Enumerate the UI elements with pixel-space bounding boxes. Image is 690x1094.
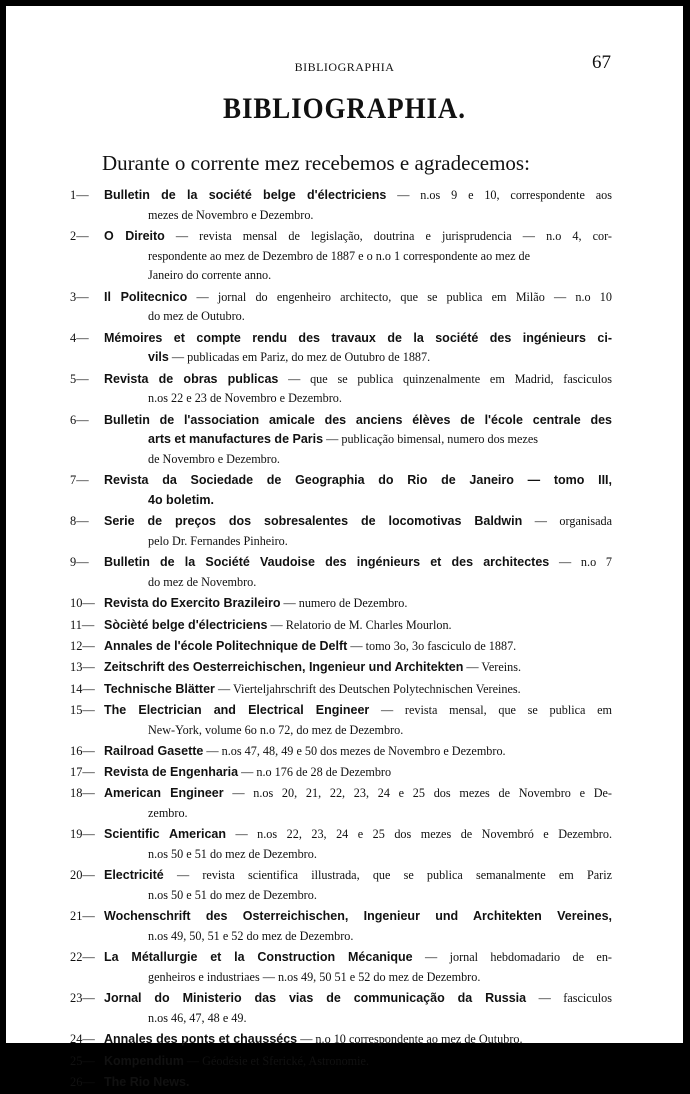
bibliography-entry <box>70 825 612 864</box>
entry-number: 25— <box>70 1053 95 1068</box>
bibliography-entry <box>70 411 612 470</box>
entry-number: 12— <box>70 639 95 653</box>
entry-first-line <box>104 784 612 804</box>
entry-first-line <box>104 701 612 721</box>
entry-description: — jornal hebdomadario de en- <box>412 950 612 965</box>
entry-first-line <box>104 370 612 390</box>
entry-description: — n.os 9 e 10, correspondente aos <box>386 188 612 202</box>
entry-first-line <box>104 1030 612 1050</box>
entry-description: — n.os 20, 21, 22, 23, 24 e 25 dos mezes de Novembro e De- <box>223 786 612 801</box>
entry-number: 6— <box>70 412 89 427</box>
entry-first-line <box>104 866 612 886</box>
entry-first-line <box>104 288 612 308</box>
entry-number: 11— <box>70 617 95 632</box>
entry-continuation: genheiros e industriaes — n.os 49, 50 51 e 52 do mez de Dezembro. <box>148 970 481 985</box>
bibliography-entry <box>70 680 612 700</box>
entry-number: 19— <box>70 827 95 842</box>
entry-title: Technische Blätter <box>104 681 215 696</box>
entry-title-continuation: vils <box>148 350 169 365</box>
entry-description: — revista mensal de legislação, doutrina e jurisprudencia — n.o 4, cor- <box>164 229 612 243</box>
entry-title: Jornal do Ministerio das vias de communicação da Russia <box>104 991 527 1006</box>
entry-first-line <box>104 411 612 431</box>
entry-first-line <box>104 1052 612 1072</box>
entry-title: Serie de preços dos sobresalentes de locomotivas Baldwin <box>104 514 523 529</box>
entry-title: Kompendium <box>104 1053 184 1068</box>
entry-title: The Electrician and Electrical Engineer <box>104 702 370 717</box>
entry-continuation: n.os 50 e 51 do mez de Dezembro. <box>148 888 317 903</box>
entry-title: Wochenschrift des Osterreichischen, Ingenieur und Architekten Vereines, <box>104 909 612 924</box>
entry-title: Scientific American <box>104 827 226 842</box>
bibliography-entry <box>70 907 612 946</box>
section-title: BIBLIOGRAPHIA. <box>223 92 466 125</box>
entry-description: — n.os 22, 23, 24 e 25 dos mezes de Novembró e Dezembro. <box>226 827 612 842</box>
entry-description: — n.o 7 <box>549 555 613 570</box>
entry-first-line <box>104 471 612 491</box>
entry-title: American Engineer <box>104 786 224 801</box>
bibliography-entry <box>70 186 612 225</box>
intro-line: Durante o corrente mez recebemos e agradecemos: <box>102 151 530 175</box>
entry-title-continuation: arts et manufactures de Paris <box>148 432 324 447</box>
entry-number: 8— <box>70 514 89 529</box>
bibliography-entry <box>70 370 612 409</box>
entry-continuation: n.os 22 e 23 de Novembro e Dezembro. <box>148 391 342 406</box>
entry-title: Il Politecnico <box>104 289 188 304</box>
entry-first-line <box>104 825 612 845</box>
entry-description: — publicação bimensal, numero dos mezes <box>323 432 538 447</box>
entry-first-line <box>104 907 612 927</box>
bibliography-entry <box>70 701 612 740</box>
entry-description: — fasciculos <box>526 991 613 1006</box>
entry-description: — jornal do engenheiro architecto, que se publica em Milão — n.o 10 <box>187 289 612 304</box>
entry-first-line <box>104 658 612 678</box>
entry-description: — n.os 47, 48, 49 e 50 dos mezes de Novembro e Dezembro. <box>203 743 506 758</box>
entry-number: 9— <box>70 555 89 570</box>
entry-number: 26— <box>70 1075 95 1090</box>
bibliography-entry <box>70 1052 612 1072</box>
running-header: BIBLIOGRAPHIA <box>294 60 395 74</box>
bibliography-entry <box>70 637 612 657</box>
bibliography-entry <box>70 594 612 614</box>
entry-first-line <box>104 329 612 349</box>
bibliography-entry <box>70 742 612 762</box>
entry-title: Electricité <box>104 868 164 883</box>
entry-continuation <box>104 491 612 511</box>
entry-description: — n.o 176 de 28 de Dezembro <box>238 765 392 780</box>
entry-description: — numero de Dezembro. <box>280 596 408 611</box>
entry-description: — revista mensal, que se publica em <box>369 702 613 717</box>
entry-first-line <box>104 186 612 206</box>
bibliography-entry <box>70 1073 612 1093</box>
bibliography-entry <box>70 784 612 823</box>
entry-number: 1— <box>70 188 89 202</box>
entry-continuation: n.os 50 e 51 do mez de Dezembro. <box>148 847 317 862</box>
entry-title: O Direito <box>104 229 165 243</box>
entry-number: 4— <box>70 330 89 345</box>
entry-continuation: New-York, volume 6o n.o 72, do mez de Dezembro. <box>148 722 404 737</box>
entry-number: 15— <box>70 702 95 717</box>
bibliography-entry <box>70 989 612 1028</box>
bibliography-entry <box>70 948 612 987</box>
entry-number: 23— <box>70 991 95 1006</box>
document-page <box>6 6 683 1090</box>
bibliography-entry <box>70 1030 612 1050</box>
entry-number: 21— <box>70 909 95 924</box>
entry-continuation: n.os 46, 47, 48 e 49. <box>148 1011 247 1026</box>
entry-description: — Géodésie et Sferické, Astronomie. <box>183 1053 369 1068</box>
entry-title: Revista da Sociedade de Geographia do Rio de Janeiro — tomo III, <box>104 473 612 488</box>
bibliography-entry <box>70 288 612 327</box>
entry-description: — n.o 10 correspondente ao mez de Outubro. <box>297 1032 523 1047</box>
entry-first-line <box>104 742 612 762</box>
entry-description: — revista scientifica illustrada, que se publica semanalmente em Pariz <box>163 868 612 883</box>
entry-title: Revista de Engenharia <box>104 765 239 780</box>
entry-continuation: mezes de Novembro e Dezembro. <box>148 207 314 222</box>
entry-continuation: n.os 49, 50, 51 e 52 do mez de Dezembro. <box>148 929 354 944</box>
entry-continuation <box>104 430 612 450</box>
bibliography-entry <box>70 227 612 286</box>
entry-description: — tomo 3o, 3o fasciculo de 1887. <box>347 639 517 653</box>
entry-first-line <box>104 512 612 532</box>
bibliography-entry <box>70 866 612 905</box>
entry-first-line <box>104 680 612 700</box>
entry-number: 16— <box>70 743 95 758</box>
entry-first-line <box>104 1073 612 1093</box>
entry-title: Bulletin de l'association amicale des anciens élèves de l'école centrale des <box>104 412 612 427</box>
entry-title: Zeitschrift des Oesterreichischen, Ingenieur und Architekten <box>104 660 464 675</box>
entry-title: Bulletin de la Société Vaudoise des ingénieurs et des architectes <box>104 555 550 570</box>
entry-title: The Rio News. <box>104 1075 190 1090</box>
entry-first-line <box>104 989 612 1009</box>
entry-title: Annales de l'école Politechnique de Delft <box>104 639 348 653</box>
entry-continuation: Janeiro do corrente anno. <box>148 268 272 283</box>
entry-title-continuation: 4o boletim. <box>148 493 214 508</box>
entry-number: 7— <box>70 473 89 488</box>
bibliography-entry <box>70 329 612 368</box>
bibliography-entry <box>70 658 612 678</box>
entry-first-line <box>104 948 612 968</box>
entry-description: — Vereins. <box>463 660 522 675</box>
entry-description: — organisada <box>522 514 612 529</box>
entry-first-line <box>104 616 612 636</box>
entry-continuation: zembro. <box>148 806 188 821</box>
entry-title: Revista do Exercito Brazileiro <box>104 596 281 611</box>
entry-description: — Vierteljahrschrift des Deutschen Polytechnischen Vereines. <box>214 681 521 696</box>
entry-title: Revista de obras publicas <box>104 371 279 386</box>
entry-continuation: do mez de Novembro. <box>148 575 257 590</box>
entry-title: Bulletin de la société belge d'électriciens <box>104 188 387 202</box>
entry-number: 3— <box>70 289 89 304</box>
entry-number: 24— <box>70 1032 95 1047</box>
entry-number: 20— <box>70 868 95 883</box>
entry-continuation <box>104 348 612 368</box>
entry-title: Mémoires et compte rendu des travaux de la société des ingénieurs ci- <box>104 330 612 345</box>
entry-first-line <box>104 227 612 247</box>
entry-title: La Métallurgie et la Construction Mécanique <box>104 950 413 965</box>
entry-number: 13— <box>70 660 95 675</box>
entry-first-line <box>104 553 612 573</box>
bibliography-entry <box>70 471 612 510</box>
entry-number: 18— <box>70 786 95 801</box>
bibliography-entry <box>70 512 612 551</box>
entry-title: Annales des ponts et chaussécs <box>104 1032 298 1047</box>
entry-continuation: de Novembro e Dezembro. <box>148 452 280 467</box>
page-number: 67 <box>592 52 611 73</box>
entry-description: — publicadas em Pariz, do mez de Outubro de 1887. <box>168 350 431 365</box>
entry-title: Sòcièté belge d'électriciens <box>104 617 268 632</box>
entry-number: 2— <box>70 229 89 243</box>
bibliography-entry <box>70 616 612 636</box>
entry-continuation: do mez de Outubro. <box>148 309 245 324</box>
entry-description: — que se publica quinzenalmente em Madrid, fasciculos <box>278 371 612 386</box>
entry-first-line <box>104 763 612 783</box>
entry-first-line <box>104 637 612 657</box>
entry-number: 10— <box>70 596 95 611</box>
entry-number: 17— <box>70 765 95 780</box>
entry-description: — Relatorio de M. Charles Mourlon. <box>267 617 452 632</box>
entry-title: Railroad Gasette <box>104 743 204 758</box>
entry-first-line <box>104 594 612 614</box>
bibliography-list <box>70 186 612 1094</box>
entry-number: 22— <box>70 950 95 965</box>
entry-number: 14— <box>70 681 95 696</box>
entry-continuation: respondente ao mez de Dezembro de 1887 e o n.o 1 correspondente ao mez de <box>148 248 531 263</box>
entry-number: 5— <box>70 371 89 386</box>
bibliography-entry <box>70 763 612 783</box>
entry-continuation: pelo Dr. Fernandes Pinheiro. <box>148 534 288 549</box>
bibliography-entry <box>70 553 612 592</box>
